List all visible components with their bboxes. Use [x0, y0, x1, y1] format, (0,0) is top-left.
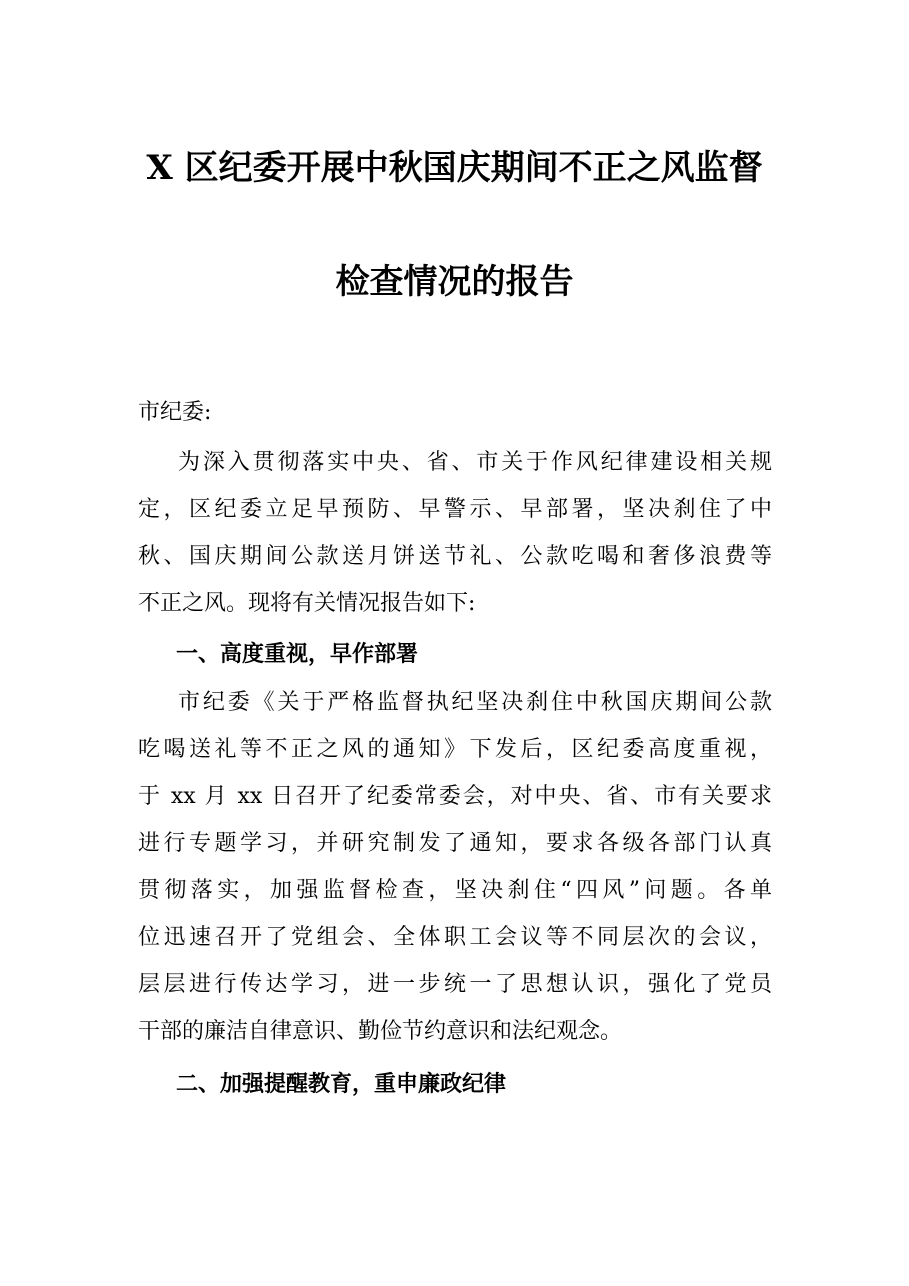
paragraph2-line: 市纪委《关于严格监督执纪坚决刹住中秋国庆期间公款	[178, 690, 772, 715]
paragraph2-line: 进行专题学习，并研究制发了通知，要求各级各部门认真	[138, 831, 772, 856]
paragraph2-line: 于 xx 月 xx 日召开了纪委常委会，对中央、省、市有关要求	[138, 784, 772, 809]
document-title-line1: X 区纪委开展中秋国庆期间不正之风监督	[146, 148, 763, 188]
paragraph1-line: 秋、国庆期间公款送月饼送节礼、公款吃喝和奢侈浪费等	[138, 544, 772, 569]
paragraph1-line: 不正之风。现将有关情况报告如下:	[138, 591, 476, 616]
paragraph2-line: 吃喝送礼等不正之风的通知》下发后，区纪委高度重视，	[138, 737, 772, 762]
section-heading-1: 一、高度重视，早作部署	[176, 641, 419, 667]
salutation: 市纪委:	[138, 400, 212, 425]
paragraph2-line: 干部的廉洁自律意识、勤俭节约意识和法纪观念。	[138, 1019, 623, 1044]
paragraph2-line: 层层进行传达学习，进一步统一了思想认识，强化了党员	[138, 972, 772, 997]
document-title-line2: 检查情况的报告	[335, 262, 574, 302]
section-heading-2: 二、加强提醒教育，重申廉政纪律	[176, 1071, 507, 1097]
paragraph1-line: 为深入贯彻落实中央、省、市关于作风纪律建设相关规	[178, 450, 772, 475]
paragraph2-line: 贯彻落实，加强监督检查，坚决刹住“四风”问题。各单	[138, 878, 772, 903]
paragraph1-line: 定，区纪委立足早预防、早警示、早部署，坚决刹住了中	[138, 497, 772, 522]
paragraph2-line: 位迅速召开了党组会、全体职工会议等不同层次的会议，	[138, 925, 772, 950]
